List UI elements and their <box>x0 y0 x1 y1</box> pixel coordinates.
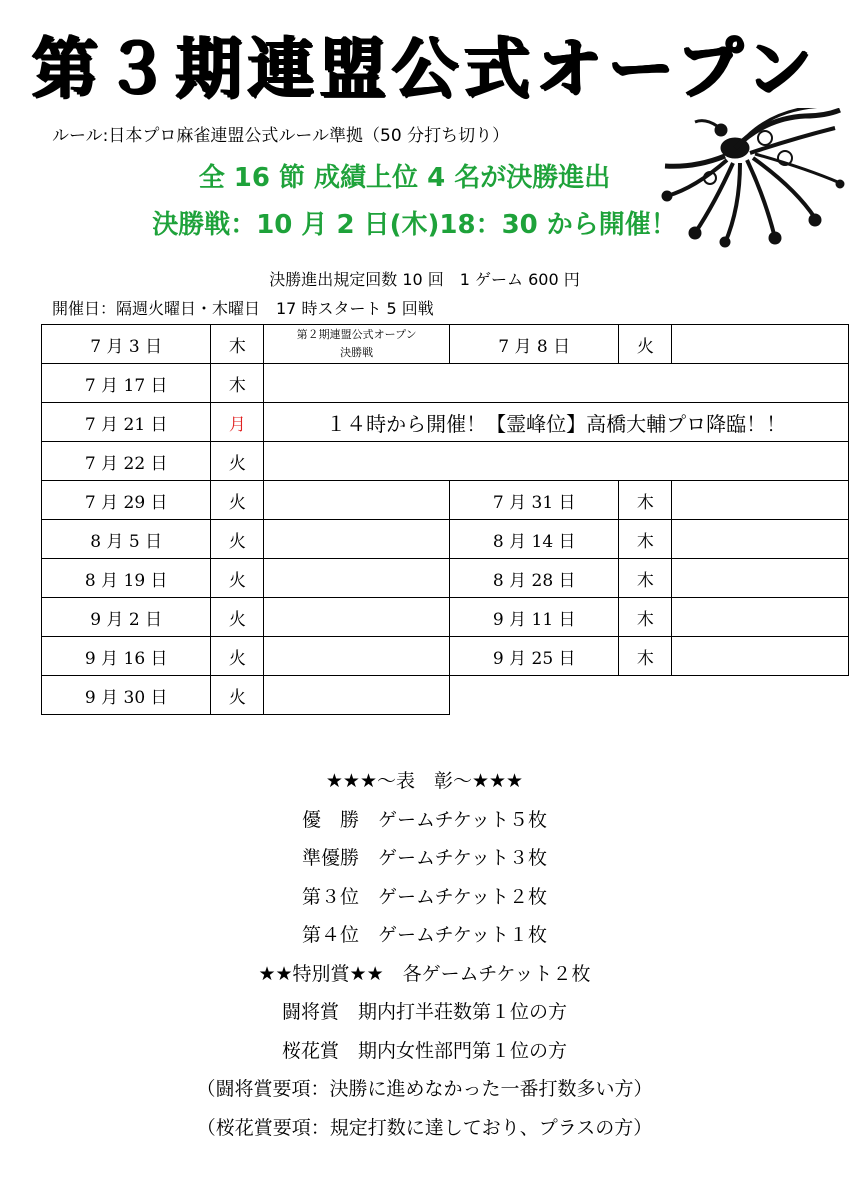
weekday-cell: 火 <box>211 676 264 715</box>
note-cell <box>264 325 450 364</box>
award-requirement: （闘将賞要項：決勝に進めなかった一番打数多い方） <box>196 1078 653 1100</box>
empty-cell <box>672 520 849 559</box>
phoenix-icon <box>655 108 845 248</box>
award-line: 準優勝 ゲームチケット３枚 <box>302 847 547 869</box>
special-note-cell: １４時から開催！【霊峰位】高橋大輔プロ降臨！！ <box>264 403 849 442</box>
date-cell: 9 月 2 日 <box>42 598 211 637</box>
weekday-cell: 火 <box>619 325 672 364</box>
date-cell: 8 月 19 日 <box>42 559 211 598</box>
date-cell: 7 月 3 日 <box>42 325 211 364</box>
date-cell: 8 月 14 日 <box>449 520 618 559</box>
empty-cell <box>672 481 849 520</box>
award-line: 闘将賞 期内打半荘数第１位の方 <box>281 1001 567 1023</box>
special-award-heading: ★★特別賞★★ 各ゲームチケット２枚 <box>258 962 591 985</box>
weekday-cell: 火 <box>211 637 264 676</box>
rule-text: ルール:日本プロ麻雀連盟公式ルール準拠（50 分打ち切り） <box>52 126 510 146</box>
weekday-cell: 火 <box>211 520 264 559</box>
award-requirement: （桜花賞要項：規定打数に達しており、プラスの方） <box>196 1116 653 1139</box>
empty-cell <box>264 637 450 676</box>
table-row <box>42 442 849 481</box>
weekday-cell: 火 <box>211 559 264 598</box>
empty-cell <box>264 442 849 481</box>
schedule-info: 開催日：隔週火曜日・木曜日 17 時スタート 5 回戦 <box>52 299 434 318</box>
weekday-cell: 火 <box>211 598 264 637</box>
date-cell: 7 月 22 日 <box>42 442 211 481</box>
note-line: 決勝戦 <box>340 346 374 359</box>
empty-cell <box>672 559 849 598</box>
date-cell: 7 月 8 日 <box>449 325 618 364</box>
date-cell: 7 月 31 日 <box>449 481 618 520</box>
weekday-cell: 木 <box>619 520 672 559</box>
date-cell: 9 月 16 日 <box>42 637 211 676</box>
table-row <box>42 559 849 598</box>
date-cell: 7 月 29 日 <box>42 481 211 520</box>
highlight-qualification: 全 16 節 成績上位 4 名が決勝進出 <box>198 163 611 193</box>
table-row <box>42 676 849 715</box>
date-cell: 8 月 5 日 <box>42 520 211 559</box>
weekday-cell: 木 <box>619 598 672 637</box>
weekday-cell: 木 <box>619 637 672 676</box>
empty-cell <box>264 598 450 637</box>
award-line: 桜花賞 期内女性部門第１位の方 <box>281 1039 567 1062</box>
date-cell: 9 月 25 日 <box>449 637 618 676</box>
date-cell: 9 月 11 日 <box>449 598 618 637</box>
date-cell: 7 月 17 日 <box>42 364 211 403</box>
award-line: 優 勝 ゲームチケット５枚 <box>302 808 547 831</box>
weekday-cell: 木 <box>211 364 264 403</box>
table-row <box>42 637 849 676</box>
table-row <box>42 403 849 442</box>
note-line: 第２期連盟公式オープン <box>296 328 417 341</box>
awards-heading: ★★★〜表 彰〜★★★ <box>325 770 524 792</box>
table-row <box>42 364 849 403</box>
weekday-cell: 火 <box>211 442 264 481</box>
page-title: 第３期連盟公式オープン <box>31 29 818 107</box>
award-line: 第３位 ゲームチケット２枚 <box>302 885 547 908</box>
weekday-cell: 火 <box>211 481 264 520</box>
empty-cell <box>264 520 450 559</box>
awards-section <box>0 762 849 1147</box>
empty-cell <box>672 325 849 364</box>
date-cell: 8 月 28 日 <box>449 559 618 598</box>
weekday-cell: 月 <box>211 403 264 442</box>
table-row <box>42 481 849 520</box>
empty-cell <box>264 559 450 598</box>
weekday-cell: 木 <box>619 481 672 520</box>
schedule-table <box>41 324 849 715</box>
highlight-final-date: 決勝戦：10 月 2 日(木)18：30 から開催！ <box>152 210 677 240</box>
weekday-cell: 木 <box>619 559 672 598</box>
table-row <box>42 520 849 559</box>
weekday-cell: 木 <box>211 325 264 364</box>
award-line: 第４位 ゲームチケット１枚 <box>302 924 547 946</box>
table-row <box>42 325 849 364</box>
empty-cell <box>264 364 849 403</box>
empty-cell <box>264 676 450 715</box>
date-cell: 7 月 21 日 <box>42 403 211 442</box>
empty-cell <box>264 481 450 520</box>
qualification-info: 決勝進出規定回数 10 回 1 ゲーム 600 円 <box>269 270 580 289</box>
table-row <box>42 598 849 637</box>
date-cell: 9 月 30 日 <box>42 676 211 715</box>
empty-cell <box>672 598 849 637</box>
blank-area <box>449 676 848 715</box>
empty-cell <box>672 637 849 676</box>
